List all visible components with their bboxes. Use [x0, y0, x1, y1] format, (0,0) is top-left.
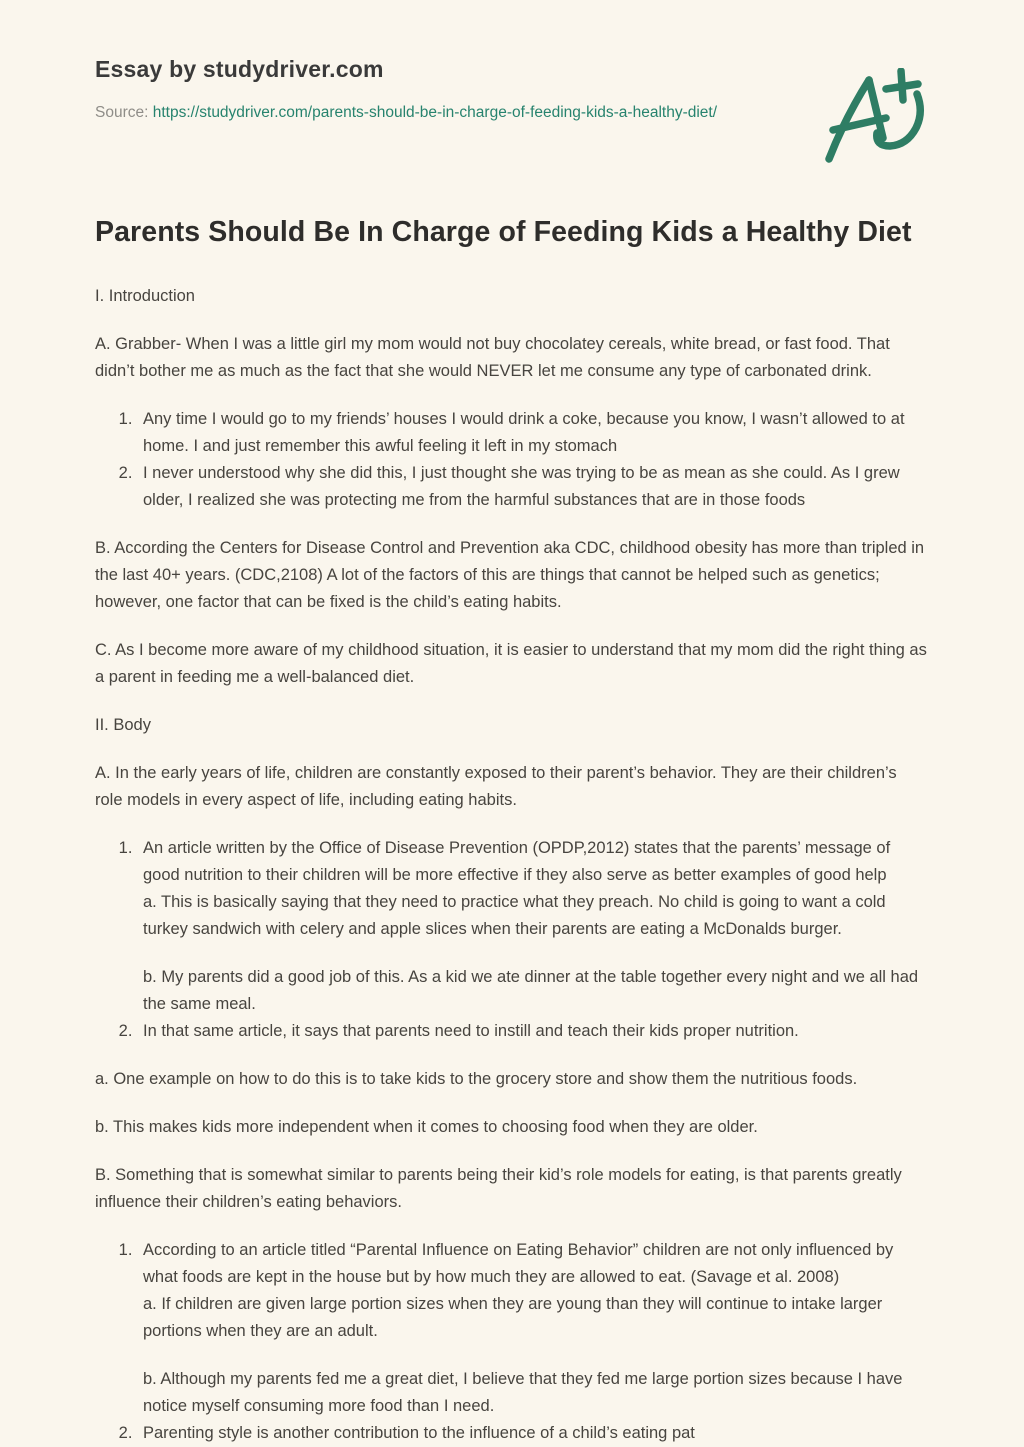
list-item-paragraph: b. Although my parents fed me a great diet, I believe that they fed me large portion sizes because I have notice myself consuming more food than I need.: [143, 1370, 903, 1416]
paragraph: b. This makes kids more independent when it comes to choosing food when they are older.: [95, 1118, 758, 1137]
paragraph: II. Body: [95, 716, 151, 735]
list-item-paragraph: 1. An article written by the Office of Disease Prevention (OPDP,2012) states that the parents’ message of good nutrition to their children will be more effective if they also serve as better examples of good help a. This is basically saying that they need to practice what they preach. No child is going to want a cold turkey sandwich with celery and apple slices when their parents are eating a McDonalds burger.: [143, 839, 891, 939]
list-item-paragraph: 1. Any time I would go to my friends’ houses I would drink a coke, because you know, I wasn’t allowed to at home. I and just remember this awful feeling it left in my stomach: [143, 410, 905, 456]
list-item-paragraph: 1. According to an article titled “Parental Influence on Eating Behavior” children are not only influenced by what foods are kept in the house but by how much they are allowed to eat. (Savage et al. 2008) a. If children are given large portion sizes when they are young than they will continue to intake larger portions when they are an adult.: [143, 1241, 894, 1341]
a-plus-logo-icon: [823, 68, 927, 164]
list-item: [137, 406, 928, 460]
list-item: [137, 460, 928, 514]
source-line: [95, 101, 775, 125]
list-item: [137, 1420, 928, 1447]
essay-title: Parents Should Be In Charge of Feeding Kids a Healthy Diet: [95, 216, 912, 249]
list-item-paragraph: b. My parents did a good job of this. As a kid we ate dinner at the table together every night and we all had the same meal.: [143, 968, 919, 1014]
source-label: Source:: [95, 104, 149, 121]
list-item-paragraph: 2. Parenting style is another contribution to the influence of a child’s eating pat: [143, 1424, 695, 1443]
list-item: [137, 1237, 928, 1420]
document-header: [95, 56, 928, 125]
paragraph: C. As I become more aware of my childhood situation, it is easier to understand that my mom did the right thing as a parent in feeding me a well-balanced diet.: [95, 641, 927, 687]
numbered-list: [95, 835, 928, 1045]
list-item: [137, 1018, 928, 1045]
paragraph: B. According the Centers for Disease Control and Prevention aka CDC, childhood obesity has more than tripled in the last 40+ years. (CDC,2108) A lot of the factors of this are things that cannot be helped such as genetics; however, one factor that can be fixed is the child’s eating habits.: [95, 539, 925, 612]
numbered-list: [95, 406, 928, 514]
numbered-list: [95, 1237, 928, 1447]
essay-body: [95, 283, 928, 1447]
list-item: [137, 835, 928, 1018]
paragraph: a. One example on how to do this is to take kids to the grocery store and show them the nutritious foods.: [95, 1070, 858, 1089]
paragraph: B. Something that is somewhat similar to parents being their kid’s role models for eating, is that parents greatly influence their children’s eating behaviors.: [95, 1166, 902, 1212]
list-item-paragraph: 2. I never understood why she did this, I just thought she was trying to be as mean as she could. As I grew older, I realized she was protecting me from the harmful substances that are in those foods: [143, 464, 900, 510]
list-item-paragraph: 2. In that same article, it says that parents need to instill and teach their kids proper nutrition.: [143, 1022, 799, 1041]
source-link[interactable]: https://studydriver.com/parents-should-be-in-charge-of-feeding-kids-a-healthy-diet/: [152, 104, 718, 121]
site-title: Essay by studydriver.com: [95, 56, 384, 82]
paragraph: A. In the early years of life, children are constantly exposed to their parent’s behavior. They are their children’s role models in every aspect of life, including eating habits.: [95, 764, 897, 810]
paragraph: I. Introduction: [95, 287, 195, 306]
paragraph: A. Grabber- When I was a little girl my mom would not buy chocolatey cereals, white bread, or fast food. That didn’t bother me as much as the fact that she would NEVER let me consume any type of carbonated drink.: [95, 335, 890, 381]
